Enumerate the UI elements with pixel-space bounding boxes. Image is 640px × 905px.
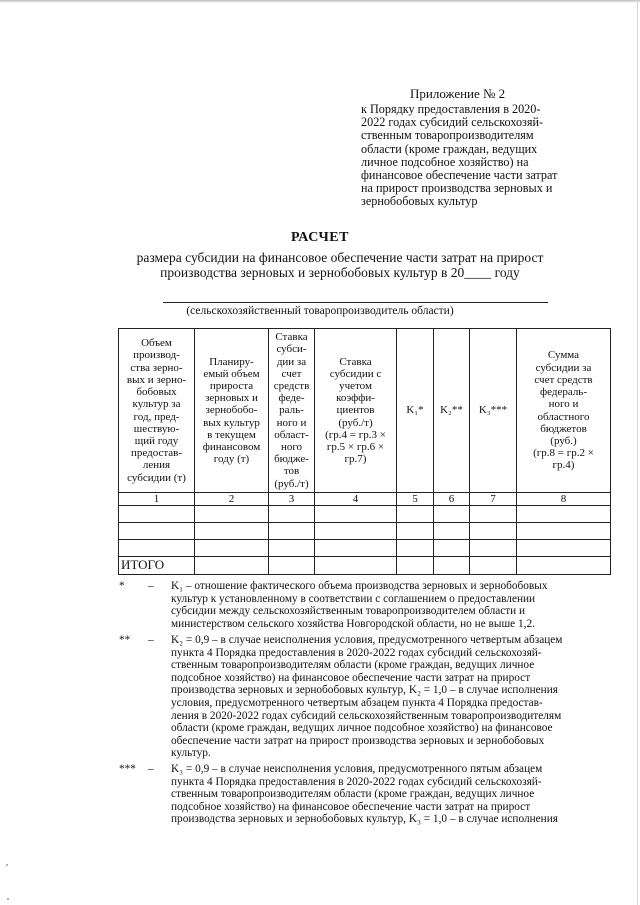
header-cell-line: Ставка bbox=[275, 331, 308, 344]
header-cell-line: ного и bbox=[276, 416, 307, 429]
header-cell bbox=[517, 329, 611, 493]
empty-cell bbox=[315, 523, 397, 540]
header-cell-line: коэффи- bbox=[336, 392, 375, 405]
header-cell-line: шествую- bbox=[133, 422, 180, 435]
header-cell bbox=[195, 329, 269, 493]
footnote-line: подсобное хозяйство) на финансовое обеспечение части затрат на прирост bbox=[171, 800, 531, 813]
scan-speck bbox=[6, 864, 8, 866]
footnote-line: пункта 4 Порядка предоставления в 2020-2022 годах субсидий сельскохозяй- bbox=[171, 646, 542, 659]
header-cell-line: щий году bbox=[134, 434, 179, 447]
header-cell-line: субси- bbox=[276, 343, 307, 356]
header-cell-line: счет bbox=[281, 367, 302, 380]
header-cell-line: вых культур bbox=[203, 416, 260, 429]
header-cell bbox=[470, 329, 517, 493]
total-row bbox=[119, 557, 611, 575]
empty-cell bbox=[434, 506, 470, 523]
footnote-k1 bbox=[119, 580, 589, 632]
header-cell-line: федераль- bbox=[540, 386, 587, 399]
footnote-k3 bbox=[119, 763, 589, 829]
order-reference-line: к Порядку предоставления в 2020- bbox=[361, 102, 541, 116]
footnote-text bbox=[171, 763, 558, 826]
header-cell-line: Планиру- bbox=[209, 355, 254, 368]
empty-cell bbox=[195, 523, 269, 540]
empty-cell bbox=[470, 540, 517, 557]
footnote-line: ственным товаропроизводителям области (кроме граждан, ведущих личное bbox=[171, 788, 535, 801]
footnote-line: подсобное хозяйство) на финансовое обеспечение части затрат на прирост bbox=[171, 671, 531, 684]
footnote-line: производства зерновых и зернобобовых культур, K₃ = 1,0 – в случае исполнения bbox=[171, 813, 558, 826]
footnote-text bbox=[171, 580, 548, 630]
order-reference bbox=[361, 103, 601, 209]
column-number: 8 bbox=[517, 493, 611, 506]
header-cell-line: производ- bbox=[133, 349, 180, 362]
footnote-line: обеспечение части затрат на прирост производства зерновых и зернобобовых bbox=[171, 734, 545, 747]
footnote-mark: ** bbox=[119, 634, 131, 646]
header-cell-line: (гр.8 = гр.2 × bbox=[533, 447, 594, 460]
header-cell-line: емый объем bbox=[203, 367, 260, 380]
footnote-line: ления в 2020-2022 годах субсидий сельскохозяйственным товаропроизводителям bbox=[171, 709, 562, 722]
header-cell-line: вых и зерно- bbox=[126, 373, 187, 386]
header-cell-line: субсидии за bbox=[535, 361, 592, 374]
footnote-line: культур к установленному в соответствии с соглашением о предоставлении bbox=[171, 592, 536, 605]
order-reference-line: личное подсобное хозяйство) на bbox=[361, 154, 529, 169]
empty-cell bbox=[397, 523, 434, 540]
header-cell-line: K₁* bbox=[406, 404, 424, 417]
footnote-line: субсидии между сельскохозяйственным товаропроизводителем области и bbox=[171, 605, 526, 618]
header-cell-line: циентов bbox=[336, 404, 375, 417]
header-cell-line: ного bbox=[280, 441, 303, 453]
producer-blank-line bbox=[163, 302, 548, 303]
empty-cell bbox=[119, 523, 195, 540]
header-cell-line: (руб./т) bbox=[274, 477, 309, 490]
column-number-row bbox=[119, 493, 611, 506]
order-reference-line: области (кроме граждан, ведущих bbox=[361, 141, 538, 156]
header-cell-line: K₂** bbox=[440, 404, 463, 417]
calculation-table bbox=[118, 328, 611, 575]
order-reference-line: на прирост производства зерновых и bbox=[361, 181, 553, 196]
order-reference-line: зернобобовых культур bbox=[361, 194, 478, 209]
empty-cell bbox=[269, 540, 315, 557]
header-cell-line: учетом bbox=[339, 379, 372, 392]
footnote-mark: *** bbox=[119, 763, 136, 775]
subtitle-line: производства зерновых и зернобобовых культур в 20____ году bbox=[160, 265, 520, 280]
header-cell-line: прироста bbox=[209, 379, 254, 392]
empty-cell bbox=[119, 506, 195, 523]
header-cell-line: гр.5 × гр.6 × bbox=[326, 441, 385, 453]
empty-cell bbox=[470, 523, 517, 540]
header-cell-line: Объем bbox=[141, 337, 172, 350]
producer-caption: (сельскохозяйственный товаропроизводитель области) bbox=[186, 305, 454, 317]
header-cell-line: год, пред- bbox=[133, 410, 180, 423]
empty-cell bbox=[434, 557, 470, 575]
header-cell-line: ления bbox=[142, 459, 171, 472]
header-cell-line: субсидии с bbox=[329, 367, 382, 380]
empty-cell bbox=[434, 540, 470, 557]
scan-speck bbox=[7, 898, 9, 900]
column-number: 5 bbox=[397, 493, 434, 506]
column-number: 6 bbox=[434, 493, 470, 506]
footnote-dash: – bbox=[148, 763, 154, 775]
header-cell-line: зерновых и bbox=[205, 392, 258, 405]
empty-cell bbox=[315, 506, 397, 523]
header-cell-line: году (т) bbox=[213, 453, 250, 466]
header-cell bbox=[397, 329, 434, 493]
column-number: 2 bbox=[195, 493, 269, 506]
header-cell-line: Сумма bbox=[547, 349, 580, 362]
header-cell-line: K₃*** bbox=[478, 404, 508, 417]
header-cell bbox=[119, 329, 195, 493]
header-cell-line: финансовом bbox=[202, 441, 261, 453]
header-cell-line: тов bbox=[283, 465, 300, 478]
header-cell-line: феде- bbox=[278, 392, 305, 405]
table-row bbox=[119, 540, 611, 557]
total-label: ИТОГО bbox=[119, 557, 195, 575]
header-cell-line: счет средств bbox=[534, 373, 593, 386]
empty-cell bbox=[470, 557, 517, 575]
header-cell bbox=[434, 329, 470, 493]
scan-edge-right bbox=[637, 0, 638, 905]
empty-cell bbox=[434, 523, 470, 540]
header-cell-line: бюдже- bbox=[274, 453, 309, 466]
column-number: 1 bbox=[119, 493, 195, 506]
footnote-line: культур. bbox=[171, 747, 211, 760]
header-cell-line: предостав- bbox=[130, 447, 183, 460]
header-cell-line: зернобобо- bbox=[205, 404, 258, 417]
empty-cell bbox=[517, 523, 611, 540]
table-row bbox=[119, 523, 611, 540]
header-cell-line: ства зерно- bbox=[130, 361, 183, 374]
header-cell-line: (руб.) bbox=[550, 434, 577, 447]
footnote-line: K₃ = 0,9 – в случае неисполнения условия, предусмотренного пятым абзацем bbox=[171, 763, 543, 775]
table-row bbox=[119, 506, 611, 523]
order-reference-line: 2022 годах субсидий сельскохозяй- bbox=[361, 115, 544, 130]
subtitle-line: размера субсидии на финансовое обеспечение части затрат на прирост bbox=[136, 250, 544, 265]
empty-cell bbox=[119, 540, 195, 557]
empty-cell bbox=[517, 557, 611, 575]
header-cell-line: гр.4) bbox=[552, 459, 575, 472]
header-cell-line: (гр.4 = гр.3 × bbox=[325, 428, 386, 441]
footnote-line: ственным товаропроизводителям области (кроме граждан, ведущих личное bbox=[171, 659, 535, 672]
header-cell-line: гр.7) bbox=[344, 453, 367, 466]
order-reference-line: финансовое обеспечение части затрат bbox=[361, 168, 558, 183]
empty-cell bbox=[315, 540, 397, 557]
document-subtitle bbox=[120, 250, 560, 280]
column-number: 3 bbox=[269, 493, 315, 506]
header-cell-line: ного и bbox=[548, 398, 579, 411]
header-cell-line: бюджетов bbox=[540, 422, 587, 435]
document-title: РАСЧЕТ bbox=[291, 230, 349, 245]
empty-cell bbox=[517, 506, 611, 523]
footnote-line: производства зерновых и зернобобовых культур, K₂ = 1,0 – в случае исполнения bbox=[171, 684, 558, 697]
header-cell-line: средств bbox=[273, 379, 310, 392]
header-cell-line: (руб./т) bbox=[338, 416, 373, 429]
footnote-text bbox=[171, 634, 562, 760]
appendix-heading: Приложение № 2 bbox=[410, 86, 506, 101]
column-number: 7 bbox=[470, 493, 517, 506]
empty-cell bbox=[195, 506, 269, 523]
empty-cell bbox=[195, 540, 269, 557]
empty-cell bbox=[470, 506, 517, 523]
header-cell bbox=[269, 329, 315, 493]
scan-edge-top bbox=[0, 0, 640, 3]
empty-cell bbox=[517, 540, 611, 557]
footnote-k2 bbox=[119, 634, 589, 762]
header-cell-line: областного bbox=[537, 410, 590, 423]
footnote-mark: * bbox=[119, 580, 125, 592]
empty-cell bbox=[397, 557, 434, 575]
header-cell bbox=[315, 329, 397, 493]
footnote-line: K₂ = 0,9 – в случае неисполнения условия, предусмотренного четвертым абзацем bbox=[171, 634, 563, 646]
empty-cell bbox=[397, 506, 434, 523]
table-header-row bbox=[119, 329, 611, 493]
footnote-line: пункта 4 Порядка предоставления в 2020-2022 годах субсидий сельскохозяй- bbox=[171, 775, 542, 788]
header-cell-line: Ставка bbox=[339, 355, 372, 368]
header-cell-line: раль- bbox=[279, 404, 304, 417]
header-cell-line: бобовых bbox=[136, 386, 177, 399]
empty-cell bbox=[269, 523, 315, 540]
order-reference-line: ственным товаропроизводителям bbox=[361, 128, 534, 143]
footnote-dash: – bbox=[148, 634, 154, 646]
footnote-dash: – bbox=[148, 580, 154, 592]
header-cell-line: культур за bbox=[132, 398, 181, 411]
footnote-line: министерством сельского хозяйства Новгородской области, но не выше 1,2. bbox=[171, 617, 535, 630]
column-number: 4 bbox=[315, 493, 397, 506]
empty-cell bbox=[397, 540, 434, 557]
empty-cell bbox=[269, 557, 315, 575]
header-cell-line: дии за bbox=[276, 355, 307, 368]
header-cell-line: област- bbox=[274, 428, 309, 441]
footnote-line: K₁ – отношение фактического объема производства зерновых и зернобобовых bbox=[171, 580, 548, 592]
header-cell-line: субсидии (т) bbox=[127, 471, 186, 484]
empty-cell bbox=[195, 557, 269, 575]
footnote-line: области (кроме граждан, ведущих личное подсобное хозяйство) на финансовое bbox=[171, 722, 553, 735]
footnote-line: условия, предусмотренного четвертым абзацем пункта 4 Порядка предостав- bbox=[171, 696, 543, 709]
empty-cell bbox=[269, 506, 315, 523]
empty-cell bbox=[315, 557, 397, 575]
header-cell-line: в текущем bbox=[207, 428, 256, 441]
